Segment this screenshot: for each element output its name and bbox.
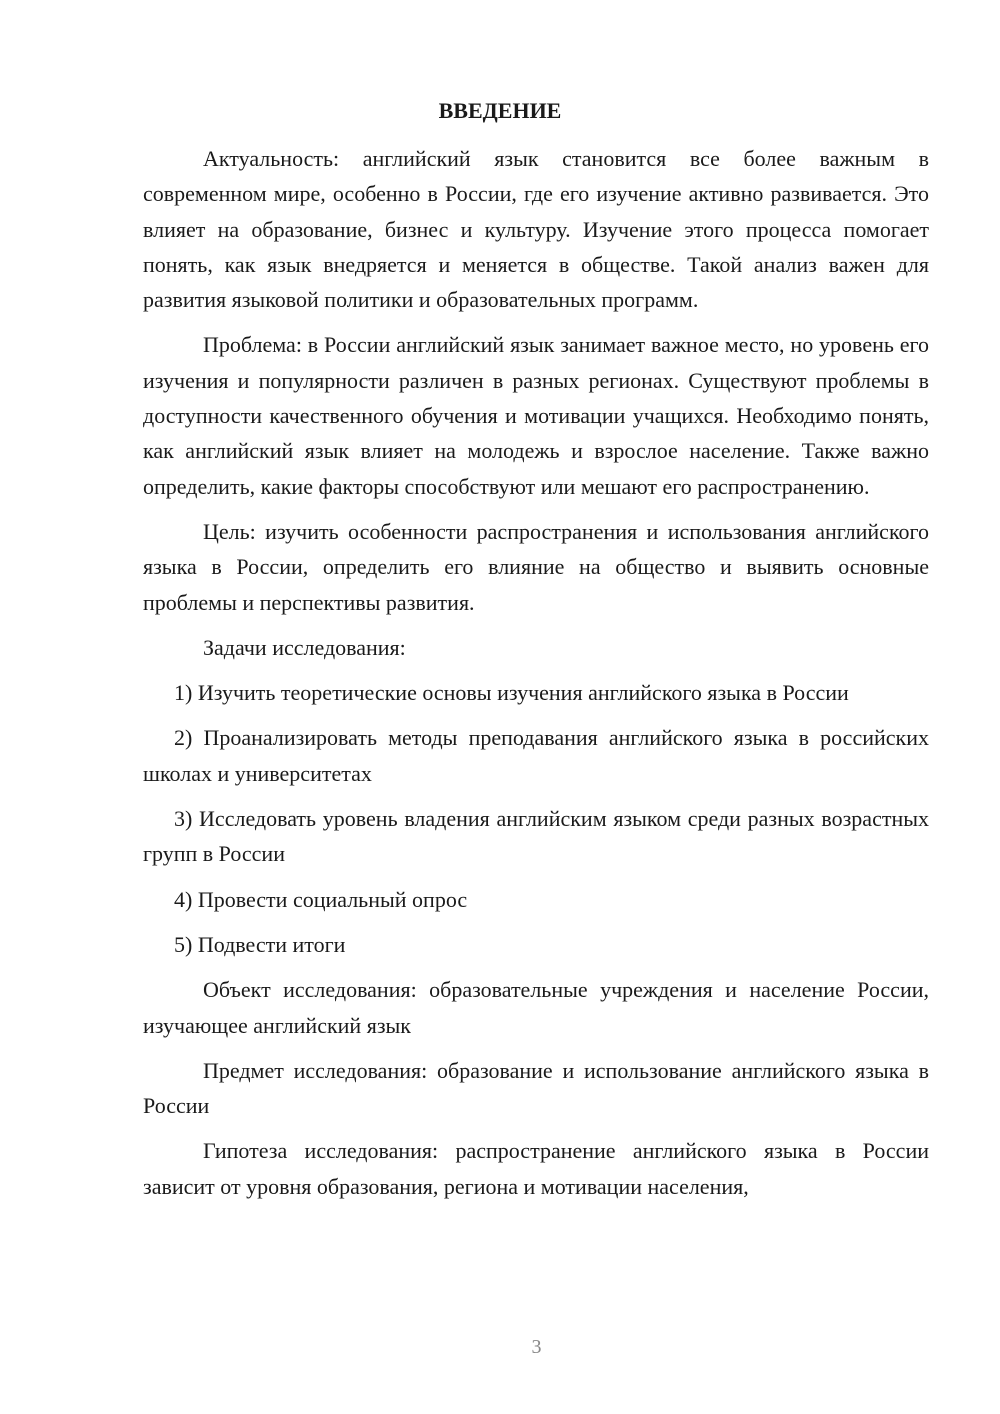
goal-paragraph: Цель: изучить особенности распространения и использования английского языка в России, определить его влияние на общество и выявить основные проблемы и перспективы развития. bbox=[143, 518, 929, 615]
hypothesis-paragraph: Гипотеза исследования: распространение английского языка в России зависит от уровня образования, региона и мотивации населения, bbox=[143, 1138, 929, 1199]
subject-paragraph: Предмет исследования: образование и использование английского языка в России bbox=[143, 1057, 929, 1119]
page-number: 3 bbox=[531, 1336, 542, 1358]
relevance-paragraph: Актуальность: английский язык становится все более важным в современном мире, особенно в России, где его изучение активно развивается. Это влияет на образование, бизнес и культуру. Изучение этого процесса помогает понять, как язык внедряется и меняется в обществе. Такой анализ важен для развития языковой политики и образовательных программ. bbox=[143, 146, 929, 313]
document-body bbox=[143, 141, 929, 1214]
task-item-2: 2) Проанализировать методы преподавания английского языка в российских школах и университетах bbox=[143, 725, 929, 786]
problem-paragraph: Проблема: в России английский язык занимает важное место, но уровень его изучения и популярности различен в разных регионах. Существуют проблемы в доступности качественного обучения и мотивации учащихся. Необходимо понять, как английский язык влияет на молодежь и взрослое население. Также важно определить, какие факторы способствуют или мешают его распространению. bbox=[143, 332, 929, 499]
tasks-heading: Задачи исследования: bbox=[203, 634, 406, 660]
section-heading: ВВЕДЕНИЕ bbox=[438, 98, 562, 123]
task-item-3: 3) Исследовать уровень владения английским языком среди разных возрастных групп в России bbox=[143, 806, 929, 867]
task-item-1: 1) Изучить теоретические основы изучения английского языка в России bbox=[174, 680, 849, 706]
task-item-5: 5) Подвести итоги bbox=[174, 931, 346, 957]
object-paragraph: Объект исследования: образовательные учреждения и население России, изучающее английский язык bbox=[143, 977, 929, 1038]
task-item-4: 4) Провести социальный опрос bbox=[174, 886, 468, 912]
